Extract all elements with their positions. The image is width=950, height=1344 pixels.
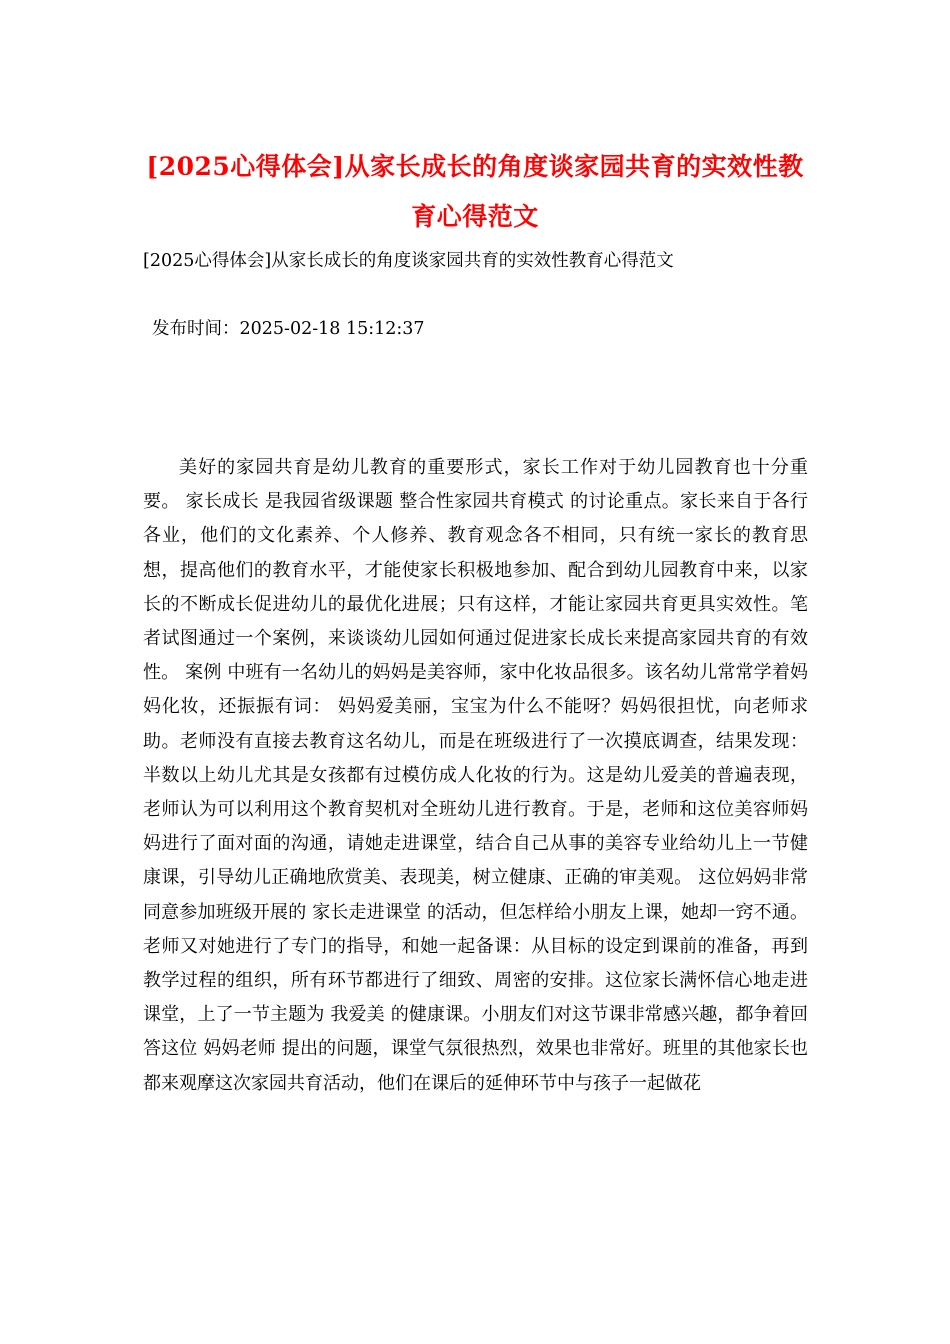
document-subtitle: [2025心得体会]从家长成长的角度谈家园共育的实效性教育心得范文 — [143, 251, 674, 271]
publish-time: 发布时间：2025-02-18 15:12:37 — [152, 319, 425, 339]
body-paragraph: 美好的家园共育是幼儿教育的重要形式，家长工作对于幼儿园教育也十分重要。 家长成长 是我园省级课题 整合性家园共育模式 的讨论重点。家长来自于各行各业，他们的文化素养、个人修养、教育观念各不相同，只有统一家长的教育思想，提高他们的教育水平，才能使家长积极地参加、配合到幼儿园教育中来，以家长的不断成长促进幼儿的最优化进展；只有这样，才能让家园共育更具实效性。笔者试图通过一个案例，来谈谈幼儿园如何通过促进家长成长来提高家园共育的有效性。 案例 中班有一名幼儿的妈妈是美容师，家中化妆品很多。该名幼儿常常学着妈妈化妆，还振振有词： 妈妈爱美丽，宝宝为什么不能呀？妈妈很担忧，向老师求助。老师没有直接去教育这名幼儿，而是在班级进行了一次摸底调查，结果发现：半数以上幼儿尤其是女孩都有过模仿成人化妆的行为。这是幼儿爱美的普遍表现，老师认为可以利用这个教育契机对全班幼儿进行教育。于是，老师和这位美容师妈妈进行了面对面的沟通，请她走进课堂，结合自己从事的美容专业给幼儿上一节健康课，引导幼儿正确地欣赏美、表现美，树立健康、正确的审美观。 这位妈妈非常同意参加班级开展的 家长走进课堂 的活动，但怎样给小朋友上课，她却一窍不通。老师又对她进行了专门的指导，和她一起备课：从目标的设定到课前的准备，再到教学过程的组织，所有环节都进行了细致、周密的安排。这位家长满怀信心地走进课堂，上了一节主题为 我爱美 的健康课。小朋友们对这节课非常感兴趣，都争着回答这位 妈妈老师 提出的问题，课堂气氛很热烈，效果也非常好。班里的其他家长也都来观摩这次家园共育活动，他们在课后的延伸环节中与孩子一起做花 — [143, 457, 808, 1094]
document-title: [2025心得体会]从家长成长的角度谈家园共育的实效性教育心得范文 — [146, 152, 804, 231]
